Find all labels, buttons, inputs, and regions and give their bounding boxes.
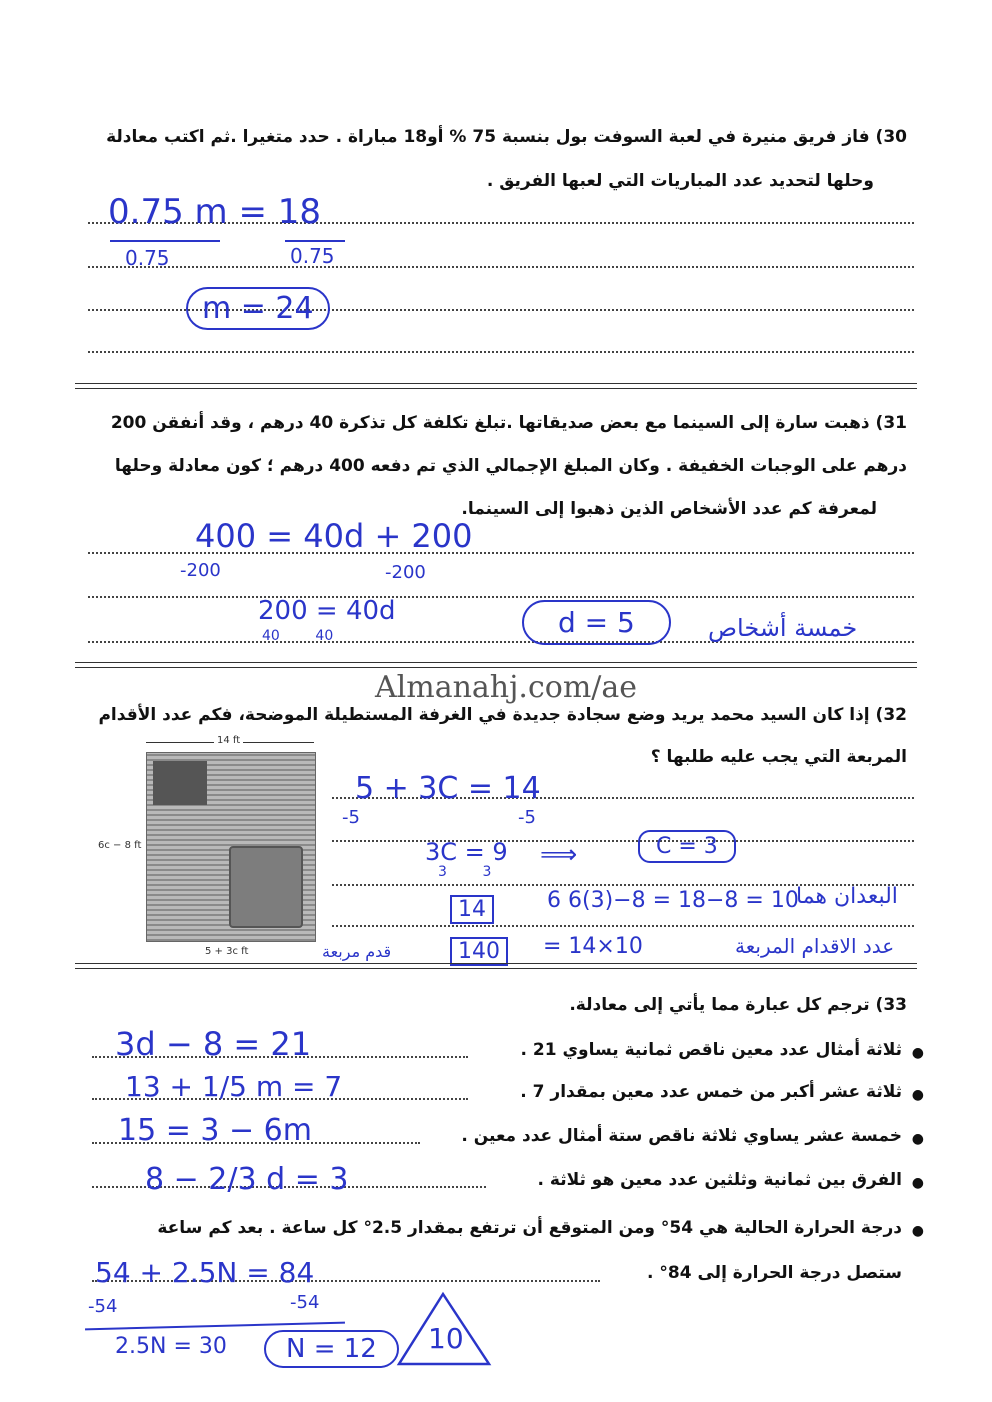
hw-subtract-left: -200 [180,560,221,581]
q33-item-3: خمسة عشر يساوي ثلاثة ناقص ستة أمثال عدد معين . [461,1126,902,1146]
hw-dimensions-words: البعدان هما [796,884,898,909]
watermark: Almanahj.com/ae [375,670,638,705]
hw-fraction-bar [110,240,220,242]
hw-item-3: 15 = 3 − 6m [118,1113,312,1148]
q31-line3: لمعرفة كم عدد الأشخاص الذين ذهبوا إلى السينما. [461,499,877,519]
q30-line1: 30) فاز فريق منيرة في لعبة السوفت بول بنسبة 75 % أو18 مباراة . حدد متغيرا .ثم اكتب معادلة [106,127,907,147]
hw-answer-words: خمسة أشخاص [708,614,858,642]
hw-answer-circled: m = 24 [186,287,330,330]
answer-line [332,840,914,842]
hw-subtract-right: -54 [290,1292,320,1313]
hw-area-words: عدد الاقدام المربعة [735,934,895,958]
hw-divisor-right: 0.75 [290,244,335,268]
hw-item-5: 54 + 2.5N = 84 [95,1256,315,1289]
answer-line [88,596,914,598]
hw-equation: 400 = 40d + 200 [195,517,473,555]
bullet: ● [911,1087,924,1103]
separator [75,963,917,969]
separator [75,383,917,389]
hw-answer-circled: d = 5 [522,600,671,645]
hw-boxed-length: 14 [450,895,494,924]
answer-line [332,925,914,927]
hw-divisor: 40 40 [262,628,334,644]
figure-bottom-label: 5 + 3c ft [205,946,249,957]
q33-item-2: ثلاثة عشر أكبر من خمس عدد معين بمقدار 7 . [520,1082,902,1102]
bullet: ● [911,1175,924,1191]
figure-left-label: 6c − 8 ft [98,840,142,851]
q31-line2: درهم على الوجبات الخفيفة . وكان المبلغ الإجمالي الذي تم دفعه 400 درهم ؛ كون معادلة وحلها [114,456,907,476]
hw-equation: 5 + 3C = 14 [355,771,541,806]
hw-division-step: 3C = 9 [425,838,508,866]
hw-division-step: 200 = 40d [258,596,396,626]
hw-subtract-right: -5 [518,807,536,828]
hw-item-1: 3d − 8 = 21 [115,1025,312,1063]
room-picture [153,761,207,805]
bullet: ● [911,1131,924,1147]
hw-area-calc: = 14×10 [543,934,643,959]
hw-subtract-left: -54 [88,1296,118,1317]
q33-item-4: الفرق بين ثمانية وثلثين عدد معين هو ثلاثة . [537,1170,902,1190]
hw-subtract-left: -5 [342,807,360,828]
hw-item-4: 8 − 2/3 d = 3 [145,1162,349,1197]
hw-boxed-area: 140 [450,937,508,966]
q33-title: 33) ترجم كل عبارة مما يأتي إلى معادلة. [569,995,907,1015]
hw-item-2: 13 + 1/5 m = 7 [125,1070,343,1103]
room-rug [229,846,303,928]
answer-line [88,351,914,353]
bullet: ● [911,1045,924,1061]
q30-line2: وحلها لتحديد عدد المباريات التي لعبها الفريق . [486,171,874,191]
hw-calculation: 6 6(3)−8 = 18−8 = 10 [547,888,799,913]
bullet: ● [911,1223,924,1239]
hw-equation: 0.75 m = 18 [108,192,321,232]
room-floor-image [146,752,316,942]
q33-item-5: درجة الحرارة الحالية هي 54° ومن المتوقع أن ترتفع بمقدار 2.5° كل ساعة . بعد كم ساعة [157,1218,902,1238]
answer-line [88,266,914,268]
q33-item-5-line2: ستصل درجة الحرارة إلى 84° . [647,1263,902,1283]
hw-divisor: 3 3 [438,864,492,880]
hw-arrow: ⟹ [540,840,578,870]
hw-area-unit: قدم مربعة [322,942,392,961]
hw-answer-circled: N = 12 [264,1330,399,1368]
figure-top-label: 14 ft [214,735,243,746]
hw-step: 2.5N = 30 [115,1334,227,1359]
q32-line2: المربعة التي يجب عليه طلبها ؟ [650,747,907,767]
q32-line1: 32) إذا كان السيد محمد يريد وضع سجادة جديدة في الغرفة المستطيلة الموضحة، فكم عدد الأقدام [98,705,907,725]
q33-item-1: ثلاثة أمثال عدد معين ناقص ثمانية يساوي 21 . [520,1040,902,1060]
q31-line1: 31) ذهبت سارة إلى السينما مع بعض صديقاتها .تبلغ تكلفة كل تذكرة 40 درهم ، وقد أنفقن 200 [110,413,907,433]
hw-divisor-left: 0.75 [125,246,170,270]
hw-answer-boxed: C = 3 [638,830,736,863]
score-value: 10 [428,1322,464,1355]
separator [75,662,917,668]
hw-fraction-bar [285,240,345,242]
hw-subtract-right: -200 [385,562,426,583]
